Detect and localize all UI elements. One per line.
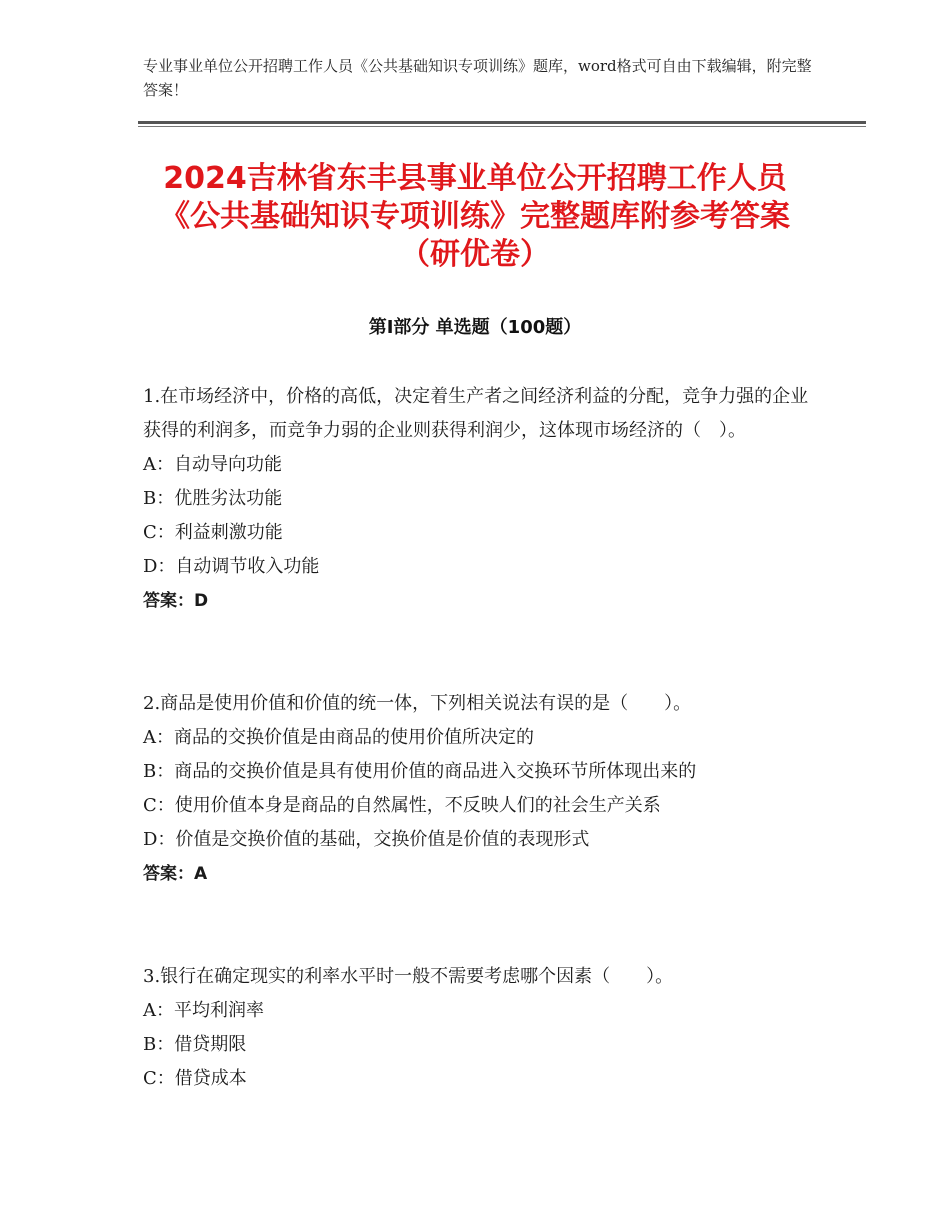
option-a: A：自动导向功能 bbox=[143, 454, 282, 475]
option-c: C：使用价值本身是商品的自然属性，不反映人们的社会生产关系 bbox=[143, 795, 661, 816]
header-rule-thin bbox=[138, 126, 866, 127]
question-2 bbox=[143, 687, 813, 891]
question-stem: 3.银行在确定现实的利率水平时一般不需要考虑哪个因素（ ）。 bbox=[143, 966, 674, 987]
option-b: B：商品的交换价值是具有使用价值的商品进入交换环节所体现出来的 bbox=[143, 761, 697, 782]
question-1 bbox=[143, 380, 813, 618]
question-stem: 2.商品是使用价值和价值的统一体，下列相关说法有误的是（ ）。 bbox=[143, 693, 692, 714]
question-stem: 1.在市场经济中，价格的高低，决定着生产者之间经济利益的分配，竞争力强的企业获得的利润多，而竞争力弱的企业则获得利润少，这体现市场经济的（ ）。 bbox=[143, 386, 809, 441]
option-a: A：平均利润率 bbox=[143, 1000, 264, 1021]
option-c: C：利益刺激功能 bbox=[143, 522, 283, 543]
header-note: 专业事业单位公开招聘工作人员《公共基础知识专项训练》题库，word格式可自由下载编辑，附完整答案！ bbox=[143, 57, 812, 99]
option-a: A：商品的交换价值是由商品的使用价值所决定的 bbox=[143, 727, 534, 748]
document-title: 2024吉林省东丰县事业单位公开招聘工作人员《公共基础知识专项训练》完整题库附参考答案（研优卷） bbox=[160, 161, 790, 272]
option-c: C：借贷成本 bbox=[143, 1068, 247, 1089]
option-d: D：价值是交换价值的基础，交换价值是价值的表现形式 bbox=[143, 829, 590, 850]
answer: 答案：D bbox=[143, 591, 209, 611]
option-d: D：自动调节收入功能 bbox=[143, 556, 320, 577]
section-heading: 第Ⅰ部分 单选题（100题） bbox=[368, 317, 582, 338]
question-3 bbox=[143, 960, 813, 1096]
option-b: B：优胜劣汰功能 bbox=[143, 488, 283, 509]
answer: 答案：A bbox=[143, 864, 208, 884]
option-b: B：借贷期限 bbox=[143, 1034, 247, 1055]
